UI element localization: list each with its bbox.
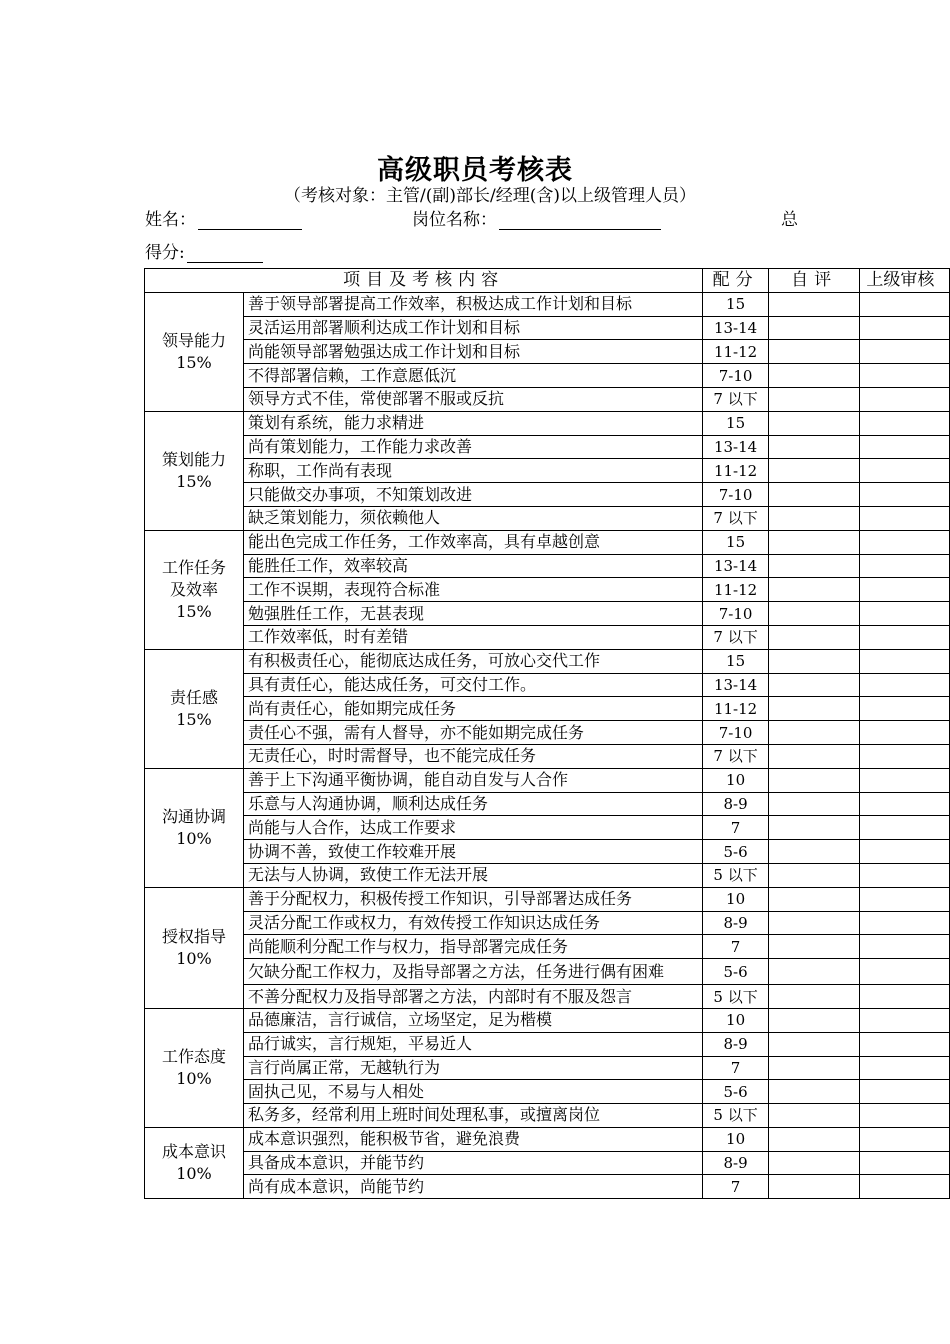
table-row [145, 554, 950, 578]
self-evaluation-cell[interactable] [768, 1008, 860, 1032]
supervisor-review-cell[interactable] [860, 506, 950, 530]
category-name: 策划能力 [161, 449, 226, 469]
criteria-description: 尚能与人合作，达成工作要求 [243, 816, 702, 840]
self-evaluation-cell[interactable] [768, 673, 860, 697]
self-evaluation-cell[interactable] [768, 483, 860, 507]
supervisor-review-cell[interactable] [860, 387, 950, 411]
category-name: 授权指导 [161, 926, 226, 946]
score-range: 15 [703, 649, 769, 673]
table-row [145, 602, 950, 626]
table-row [145, 673, 950, 697]
supervisor-review-cell[interactable] [860, 292, 950, 316]
self-evaluation-cell[interactable] [768, 721, 860, 745]
criteria-description: 灵活分配工作或权力，有效传授工作知识达成任务 [243, 911, 702, 935]
header-self: 自评 [768, 269, 860, 293]
score-range: 7 以下 [703, 506, 769, 530]
category-weight: 15% [176, 352, 212, 372]
self-evaluation-cell[interactable] [768, 602, 860, 626]
score-range: 7 [703, 1175, 769, 1199]
table-row [145, 459, 950, 483]
score-range: 7 [703, 935, 769, 959]
score-range: 8-9 [703, 1032, 769, 1056]
supervisor-review-cell[interactable] [860, 792, 950, 816]
table-row [145, 840, 950, 864]
criteria-description: 品德廉洁，言行诚信，立场坚定，足为楷模 [243, 1008, 702, 1032]
score-range: 7-10 [703, 602, 769, 626]
header-item: 项目及考核内容 [145, 269, 703, 293]
supervisor-review-cell[interactable] [860, 840, 950, 864]
score-range: 10 [703, 768, 769, 792]
score-range: 7 [703, 816, 769, 840]
score-range: 7 以下 [703, 744, 769, 768]
criteria-description: 协调不善，致使工作较难开展 [243, 840, 702, 864]
supervisor-review-cell[interactable] [860, 578, 950, 602]
category-cell [145, 887, 244, 1008]
table-row [145, 625, 950, 649]
table-row [145, 1151, 950, 1175]
table-row [145, 721, 950, 745]
supervisor-review-cell[interactable] [860, 697, 950, 721]
table-row [145, 1008, 950, 1032]
score-label: 得分: [145, 243, 185, 263]
criteria-description: 欠缺分配工作权力，及指导部署之方法，任务进行偶有困难 [243, 959, 702, 985]
table-row [145, 744, 950, 768]
score-range: 5-6 [703, 1080, 769, 1104]
criteria-description: 具有责任心，能达成任务，可交付工作。 [243, 673, 702, 697]
category-name: 工作态度 [161, 1046, 226, 1066]
criteria-description: 品行诚实，言行规矩，平易近人 [243, 1032, 702, 1056]
supervisor-review-cell[interactable] [860, 1032, 950, 1056]
self-evaluation-cell[interactable] [768, 649, 860, 673]
score-range: 13-14 [703, 435, 769, 459]
supervisor-review-cell[interactable] [860, 1056, 950, 1080]
criteria-description: 善于领导部署提高工作效率，积极达成工作计划和目标 [243, 292, 702, 316]
table-row [145, 364, 950, 388]
self-evaluation-cell[interactable] [768, 459, 860, 483]
score-range: 5-6 [703, 840, 769, 864]
self-evaluation-cell[interactable] [768, 578, 860, 602]
name-label: 姓名： [145, 210, 196, 230]
category-name-line: 及效率 [169, 579, 218, 599]
self-evaluation-cell[interactable] [768, 985, 860, 1009]
criteria-description: 能胜任工作，效率较高 [243, 554, 702, 578]
score-range: 15 [703, 530, 769, 554]
supervisor-review-cell[interactable] [860, 649, 950, 673]
criteria-description: 尚能领导部署勉强达成工作计划和目标 [243, 340, 702, 364]
self-evaluation-cell[interactable] [768, 340, 860, 364]
score-range: 13-14 [703, 316, 769, 340]
score-range: 7 以下 [703, 625, 769, 649]
score-range: 10 [703, 1008, 769, 1032]
criteria-description: 不善分配权力及指导部署之方法，内部时有不服及怨言 [243, 985, 702, 1009]
category-cell [145, 411, 244, 530]
supervisor-review-cell[interactable] [860, 1151, 950, 1175]
table-row [145, 1080, 950, 1104]
self-evaluation-cell[interactable] [768, 792, 860, 816]
table-row [145, 411, 950, 435]
position-blank[interactable] [499, 212, 661, 230]
self-evaluation-cell[interactable] [768, 1175, 860, 1199]
self-evaluation-cell[interactable] [768, 435, 860, 459]
category-weight: 10% [176, 1164, 212, 1184]
criteria-description: 善于上下沟通平衡协调，能自动自发与人合作 [243, 768, 702, 792]
criteria-description: 只能做交办事项，不知策划改进 [243, 483, 702, 507]
score-range: 5 以下 [703, 985, 769, 1009]
score-range: 5-6 [703, 959, 769, 985]
table-row [145, 387, 950, 411]
supervisor-review-cell[interactable] [860, 1104, 950, 1128]
supervisor-review-cell[interactable] [860, 985, 950, 1009]
self-evaluation-cell[interactable] [768, 1032, 860, 1056]
table-row [145, 1032, 950, 1056]
category-name: 沟通协调 [161, 806, 226, 826]
form-title: 高级职员考核表 [377, 155, 573, 186]
name-blank[interactable] [198, 212, 302, 230]
category-cell [145, 1127, 244, 1198]
category-weight: 15% [176, 471, 212, 491]
table-row [145, 959, 950, 985]
self-evaluation-cell[interactable] [768, 1056, 860, 1080]
supervisor-review-cell[interactable] [860, 935, 950, 959]
score-range: 10 [703, 887, 769, 911]
supervisor-review-cell[interactable] [860, 1127, 950, 1151]
supervisor-review-cell[interactable] [860, 411, 950, 435]
criteria-description: 领导方式不佳，常使部署不服或反抗 [243, 387, 702, 411]
self-evaluation-cell[interactable] [768, 1080, 860, 1104]
criteria-description: 缺乏策划能力，须依赖他人 [243, 506, 702, 530]
supervisor-review-cell[interactable] [860, 459, 950, 483]
score-range: 7 [703, 1056, 769, 1080]
score-range: 13-14 [703, 673, 769, 697]
table-row [145, 483, 950, 507]
score-range: 10 [703, 1127, 769, 1151]
criteria-description: 工作不误期，表现符合标准 [243, 578, 702, 602]
criteria-description: 无法与人协调，致使工作无法开展 [243, 863, 702, 887]
criteria-description: 能出色完成工作任务，工作效率高，具有卓越创意 [243, 530, 702, 554]
table-row [145, 649, 950, 673]
assessment-table [144, 268, 950, 1199]
supervisor-review-cell[interactable] [860, 673, 950, 697]
criteria-description: 不得部署信赖，工作意愿低沉 [243, 364, 702, 388]
category-weight: 10% [176, 1068, 212, 1088]
table-row [145, 1127, 950, 1151]
self-evaluation-cell[interactable] [768, 887, 860, 911]
self-evaluation-cell[interactable] [768, 744, 860, 768]
table-row [145, 792, 950, 816]
supervisor-review-cell[interactable] [860, 483, 950, 507]
supervisor-review-cell[interactable] [860, 435, 950, 459]
position-label: 岗位名称： [412, 210, 497, 230]
score-range: 11-12 [703, 578, 769, 602]
criteria-description: 私务多，经常利用上班时间处理私事，或擅离岗位 [243, 1104, 702, 1128]
self-evaluation-cell[interactable] [768, 863, 860, 887]
self-evaluation-cell[interactable] [768, 411, 860, 435]
self-evaluation-cell[interactable] [768, 816, 860, 840]
table-row [145, 506, 950, 530]
table-row [145, 1104, 950, 1128]
criteria-description: 勉强胜任工作，无甚表现 [243, 602, 702, 626]
criteria-description: 成本意识强烈，能积极节省，避免浪费 [243, 1127, 702, 1151]
self-evaluation-cell[interactable] [768, 625, 860, 649]
supervisor-review-cell[interactable] [860, 721, 950, 745]
supervisor-review-cell[interactable] [860, 340, 950, 364]
self-evaluation-cell[interactable] [768, 506, 860, 530]
table-row [145, 697, 950, 721]
self-evaluation-cell[interactable] [768, 911, 860, 935]
criteria-description: 工作效率低，时有差错 [243, 625, 702, 649]
table-row [145, 887, 950, 911]
category-cell [145, 292, 244, 411]
supervisor-review-cell[interactable] [860, 316, 950, 340]
self-evaluation-cell[interactable] [768, 292, 860, 316]
self-evaluation-cell[interactable] [768, 530, 860, 554]
score-field [145, 238, 263, 263]
category-cell [145, 530, 244, 649]
supervisor-review-cell[interactable] [860, 1175, 950, 1199]
criteria-description: 善于分配权力，积极传授工作知识，引导部署达成任务 [243, 887, 702, 911]
criteria-description: 灵活运用部署顺利达成工作计划和目标 [243, 316, 702, 340]
criteria-description: 责任心不强，需有人督导，亦不能如期完成任务 [243, 721, 702, 745]
score-range: 7 以下 [703, 387, 769, 411]
score-range: 5 以下 [703, 1104, 769, 1128]
header-score: 配分 [703, 269, 769, 293]
criteria-description: 固执己见，不易与人相处 [243, 1080, 702, 1104]
supervisor-review-cell[interactable] [860, 863, 950, 887]
self-evaluation-cell[interactable] [768, 387, 860, 411]
category-name: 领导能力 [161, 330, 226, 350]
supervisor-review-cell[interactable] [860, 625, 950, 649]
category-cell [145, 1008, 244, 1127]
category-weight: 10% [176, 948, 212, 968]
criteria-description: 无责任心，时时需督导，也不能完成任务 [243, 744, 702, 768]
self-evaluation-cell[interactable] [768, 1104, 860, 1128]
table-row [145, 985, 950, 1009]
score-range: 11-12 [703, 697, 769, 721]
criteria-description: 尚有责任心，能如期完成任务 [243, 697, 702, 721]
table-row [145, 340, 950, 364]
self-evaluation-cell[interactable] [768, 316, 860, 340]
criteria-description: 称职，工作尚有表现 [243, 459, 702, 483]
header-supervisor: 上级审核 [860, 269, 950, 293]
category-name: 成本意识 [161, 1142, 226, 1162]
self-evaluation-cell[interactable] [768, 935, 860, 959]
self-evaluation-cell[interactable] [768, 768, 860, 792]
score-range: 11-12 [703, 459, 769, 483]
score-range: 15 [703, 292, 769, 316]
category-name: 责任感 [169, 687, 218, 707]
score-range: 5 以下 [703, 863, 769, 887]
score-range: 7-10 [703, 364, 769, 388]
criteria-description: 策划有系统，能力求精进 [243, 411, 702, 435]
table-row [145, 863, 950, 887]
self-evaluation-cell[interactable] [768, 840, 860, 864]
position-field [412, 205, 661, 230]
score-range: 8-9 [703, 1151, 769, 1175]
score-range: 7-10 [703, 483, 769, 507]
supervisor-review-cell[interactable] [860, 364, 950, 388]
supervisor-review-cell[interactable] [860, 744, 950, 768]
criteria-description: 尚有策划能力，工作能力求改善 [243, 435, 702, 459]
form-subtitle: （考核对象：主管/(副)部长/经理(含)以上级管理人员） [284, 186, 696, 206]
supervisor-review-cell[interactable] [860, 911, 950, 935]
table-row [145, 530, 950, 554]
score-range: 7-10 [703, 721, 769, 745]
table-row [145, 435, 950, 459]
score-range: 13-14 [703, 554, 769, 578]
table-header-row [145, 269, 950, 293]
supervisor-review-cell[interactable] [860, 1008, 950, 1032]
table-row [145, 578, 950, 602]
total-label: 总 [781, 210, 798, 230]
table-row [145, 935, 950, 959]
table-row [145, 1056, 950, 1080]
criteria-description: 尚有成本意识，尚能节约 [243, 1175, 702, 1199]
supervisor-review-cell[interactable] [860, 768, 950, 792]
table-row [145, 292, 950, 316]
category-cell [145, 649, 244, 768]
table-row [145, 911, 950, 935]
criteria-description: 具备成本意识，并能节约 [243, 1151, 702, 1175]
table-row [145, 768, 950, 792]
table-row [145, 316, 950, 340]
supervisor-review-cell[interactable] [860, 959, 950, 985]
self-evaluation-cell[interactable] [768, 959, 860, 985]
category-cell [145, 768, 244, 887]
self-evaluation-cell[interactable] [768, 697, 860, 721]
supervisor-review-cell[interactable] [860, 887, 950, 911]
criteria-description: 言行尚属正常，无越轨行为 [243, 1056, 702, 1080]
score-range: 11-12 [703, 340, 769, 364]
table-row [145, 1175, 950, 1199]
self-evaluation-cell[interactable] [768, 554, 860, 578]
supervisor-review-cell[interactable] [860, 554, 950, 578]
score-range: 15 [703, 411, 769, 435]
supervisor-review-cell[interactable] [860, 816, 950, 840]
criteria-description: 有积极责任心，能彻底达成任务，可放心交代工作 [243, 649, 702, 673]
supervisor-review-cell[interactable] [860, 530, 950, 554]
score-range: 8-9 [703, 792, 769, 816]
self-evaluation-cell[interactable] [768, 1151, 860, 1175]
criteria-description: 乐意与人沟通协调，顺利达成任务 [243, 792, 702, 816]
supervisor-review-cell[interactable] [860, 1080, 950, 1104]
self-evaluation-cell[interactable] [768, 364, 860, 388]
criteria-description: 尚能顺利分配工作与权力，指导部署完成任务 [243, 935, 702, 959]
self-evaluation-cell[interactable] [768, 1127, 860, 1151]
table-row [145, 816, 950, 840]
supervisor-review-cell[interactable] [860, 602, 950, 626]
category-weight: 10% [176, 828, 212, 848]
score-blank[interactable] [187, 245, 263, 263]
name-field [145, 205, 302, 230]
category-weight: 15% [176, 709, 212, 729]
category-name-line: 工作任务 [161, 557, 226, 577]
category-weight: 15% [176, 601, 212, 621]
score-range: 8-9 [703, 911, 769, 935]
